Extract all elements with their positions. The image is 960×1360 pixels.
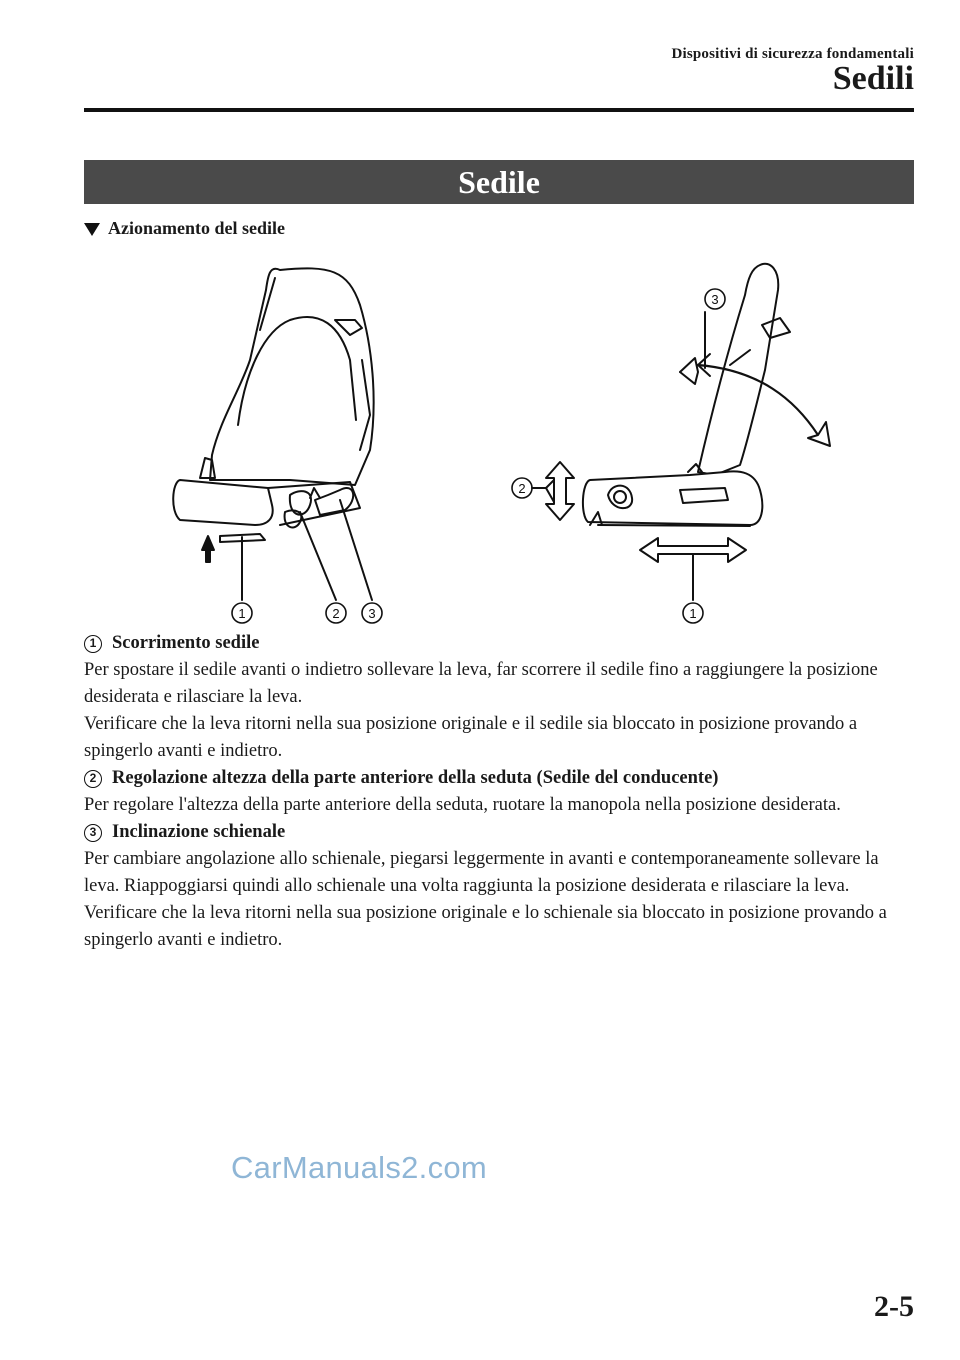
- height-updown-arrow-icon: [546, 462, 574, 520]
- item-title: [84, 765, 918, 792]
- item-slide: [84, 630, 918, 765]
- watermark: CarManuals2.com: [231, 1150, 488, 1185]
- item-height: [84, 765, 918, 819]
- item-number-badge: 1: [84, 635, 102, 653]
- seat-front-view-drawing: [173, 268, 373, 562]
- item-title-text: Scorrimento sedile: [112, 633, 260, 653]
- item-title-text: Regolazione altezza della parte anteriore della seduta (Sedile del conducente): [112, 768, 719, 788]
- section-banner: [84, 160, 914, 204]
- item-number-badge: 2: [84, 770, 102, 788]
- left-callouts: [232, 603, 382, 623]
- header-rule: [84, 108, 914, 112]
- paragraph: Per regolare l'altezza della parte anteriore della seduta, ruotare la manopola nella posizione desiderata.: [84, 795, 841, 815]
- svg-text:2: 2: [518, 481, 526, 496]
- item-title-text: Inclinazione schienale: [112, 822, 286, 842]
- subheading-text: Azionamento del sedile: [108, 218, 285, 238]
- paragraph: Verificare che la leva ritorni nella sua posizione originale e lo schienale sia bloccato in posizione provando a spingerlo avanti e indietro.: [84, 903, 887, 950]
- svg-text:1: 1: [238, 606, 246, 621]
- triangle-bullet-icon: [84, 223, 100, 236]
- page-number: 2-5: [874, 1290, 914, 1323]
- svg-text:3: 3: [711, 292, 719, 307]
- item-recline: [84, 819, 918, 954]
- callout-1-right: [683, 603, 703, 623]
- callout-2-right: [512, 478, 532, 498]
- instructions-body: [84, 630, 918, 954]
- section-banner-title: Sedile: [458, 163, 540, 200]
- right-callout-leaders: [532, 312, 705, 600]
- subheading: [84, 218, 285, 239]
- item-number-badge: 3: [84, 824, 102, 842]
- callout-1-left: [232, 603, 252, 623]
- seat-side-view-drawing: [583, 264, 790, 526]
- paragraph: Per cambiare angolazione allo schienale, piegarsi leggermente in avanti e contemporaneamente sollevare la leva. Riappoggiarsi quindi allo schienale una volta raggiunta la posizione desiderata e rilasciare la leva.: [84, 849, 879, 896]
- callout-3-left: [362, 603, 382, 623]
- callout-3-right: [705, 289, 725, 309]
- seat-illustration: [150, 250, 850, 630]
- paragraph: Per spostare il sedile avanti o indietro sollevare la leva, far scorrere il sedile fino a raggiungere la posizione desiderata e rilasciare la leva.: [84, 660, 878, 707]
- callout-2-left: [326, 603, 346, 623]
- svg-text:1: 1: [689, 606, 697, 621]
- running-header-section: Dispositivi di sicurezza fondamentali: [671, 46, 914, 62]
- paragraph: Verificare che la leva ritorni nella sua posizione originale e il sedile sia bloccato in posizione provando a spingerlo avanti e indietro.: [84, 714, 858, 761]
- running-header-title: Sedili: [832, 60, 914, 97]
- svg-text:2: 2: [332, 606, 340, 621]
- item-title: [84, 819, 918, 846]
- item-title: [84, 630, 918, 657]
- svg-text:3: 3: [368, 606, 376, 621]
